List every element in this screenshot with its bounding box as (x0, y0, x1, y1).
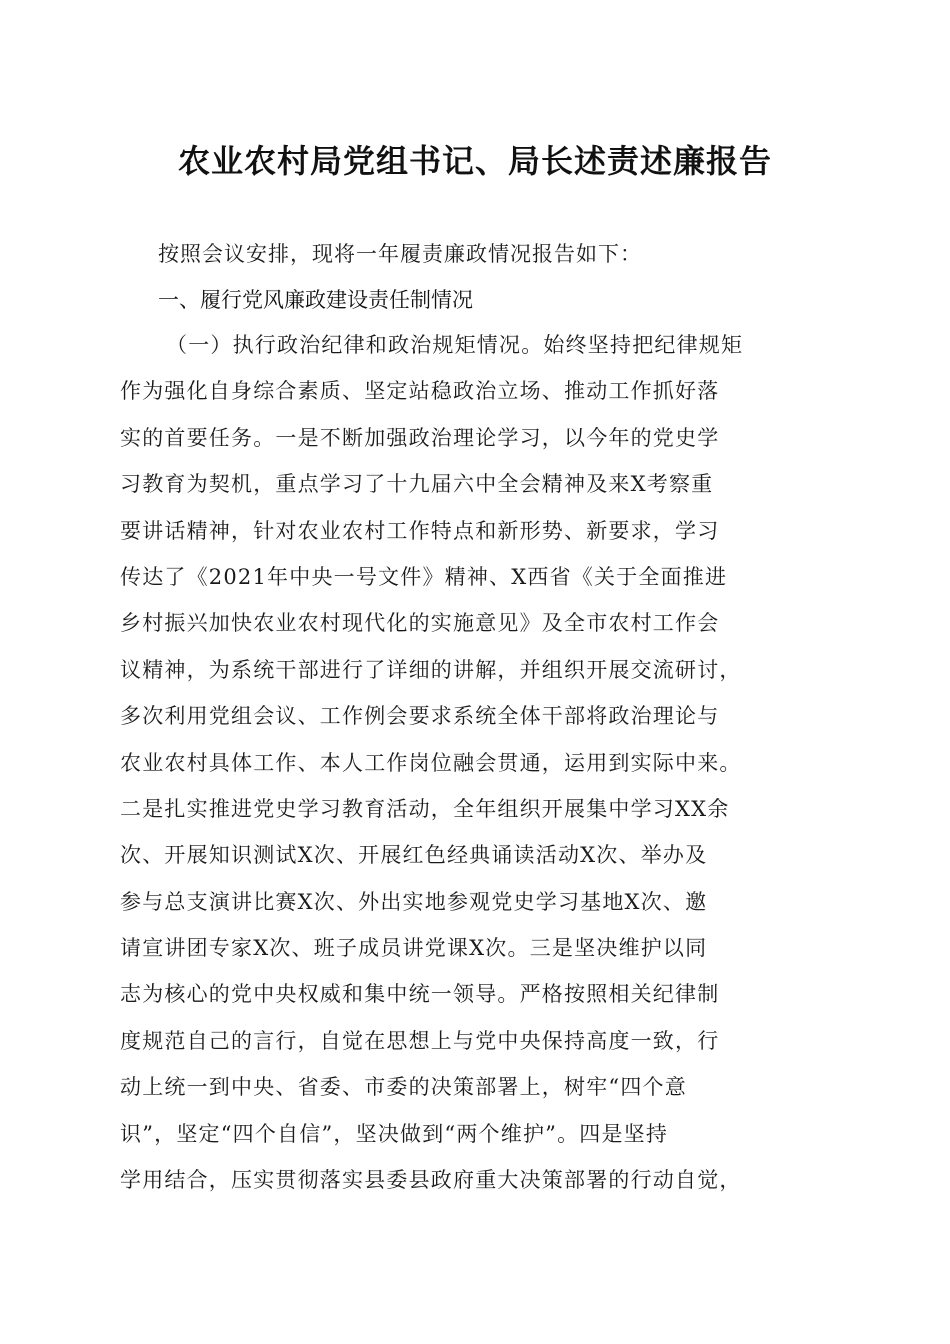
paragraph-line: 乡村振兴加快农业农村现代化的实施意见》及全市农村工作会 (120, 611, 720, 636)
paragraph-line: 要讲话精神，针对农业农村工作特点和新形势、新要求，学习 (120, 518, 720, 543)
paragraph-line: 学用结合，压实贯彻落实县委县政府重大决策部署的行动自觉， (120, 1168, 742, 1193)
paragraph-line: 实的首要任务。一是不断加强政治理论学习，以今年的党史学 (120, 425, 720, 450)
document-title: 农业农村局党组书记、局长述责述廉报告 (177, 142, 772, 180)
paragraph-line: 二是扎实推进党史学习教育活动，全年组织开展集中学习XX余 (120, 796, 730, 821)
paragraph-line: 次、开展知识测试X次、开展红色经典诵读活动X次、举办及 (120, 843, 708, 868)
section-heading: 一、履行党风廉政建设责任制情况 (158, 288, 473, 312)
paragraph-line: 动上统一到中央、省委、市委的决策部署上，树牢“四个意 (120, 1075, 687, 1100)
paragraph-line: 传达了《2021年中央一号文件》精神、X西省《关于全面推进 (120, 564, 728, 589)
paragraph-line: 习教育为契机，重点学习了十九届六中全会精神及来X考察重 (120, 472, 714, 497)
paragraph-line: 度规范自己的言行，自觉在思想上与党中央保持高度一致，行 (120, 1028, 720, 1053)
paragraph-line: 议精神，为系统干部进行了详细的讲解，并组织开展交流研讨， (120, 657, 742, 682)
paragraph-line: （一）执行政治纪律和政治规矩情况。始终坚持把纪律规矩 (166, 333, 744, 357)
paragraph-line: 参与总支演讲比赛X次、外出实地参观党史学习基地X次、邀 (120, 889, 708, 914)
intro-paragraph: 按照会议安排，现将一年履责廉政情况报告如下： (158, 242, 642, 266)
paragraph-line: 识”，坚定“四个自信”，坚决做到“两个维护”。四是坚持 (120, 1121, 669, 1146)
paragraph-line: 多次利用党组会议、工作例会要求系统全体干部将政治理论与 (120, 704, 720, 729)
body-paragraph (120, 322, 838, 1203)
paragraph-line: 作为强化自身综合素质、坚定站稳政治立场、推动工作抓好落 (120, 379, 720, 404)
paragraph-line: 农业农村具体工作、本人工作岗位融会贯通，运用到实际中来。 (120, 750, 742, 775)
paragraph-line: 志为核心的党中央权威和集中统一领导。严格按照相关纪律制 (120, 982, 720, 1007)
paragraph-line: 请宣讲团专家X次、班子成员讲党课X次。三是坚决维护以同 (120, 936, 708, 961)
